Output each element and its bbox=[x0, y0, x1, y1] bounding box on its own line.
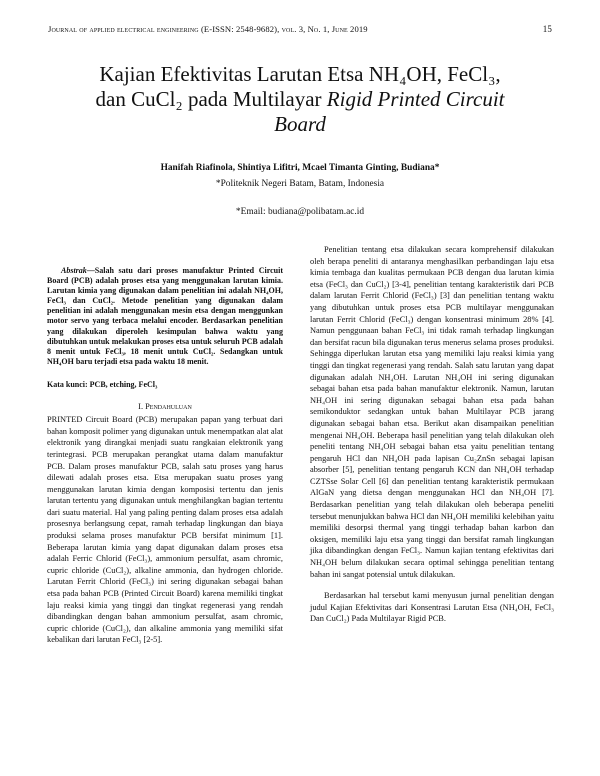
intro-paragraph-2: Penelitian tentang etsa dilakukan secara komprehensif dilakukan oleh berapa peneliti di antaranya menghasilkan perbandingan laju etsa kimia tembaga dan kualitas permukaan PCB dengan dua larutan kimia etsa (FeCl₃ dan CuCl₂) [3-4], penelitian tentang karakteristik dari PCB dalam larutan Ferrit Chlorid (FeCl₃) [3] dan penelitian tentang waktu yang dibutuhkan untuk proses etsa PCB multilayar menggunakan larutan Ferrit Chlorid (FeCl₃) dengan konsentrasi minimum 28% [4]. Namun penggunaan bahan FeCl₃ ini tidak ramah terhadap lingkungan dan bersifat racun bila digunakan terus menerus selama proses produksi. Sehingga diperlukan larutan etsa yang memiliki laju reaksi kimia yang tinggi dan tingkat regenerasi yang rendah. Salah satu larutan yang dapat digunakan adalah NH₄OH. Larutan NH₄OH ini sering digunakan sebagai bahan etsa pada bahan manufaktur elektronik. Namun, larutan NH₄OH ini sering digunakan sebagai bahan etsa pada bahan semikonduktor sedangkan untuk bahan Multilayar PCB jarang digunakan sebagai bahan etsa. Berikut akan disampaikan penelitian mengenai NH₄OH. Beberapa hasil penelitian yang telah dilakukan oleh peneliti tentang NH₄OH sebagai bahan etsa yaitu penelitian tentang pengaruh HCl dan NH₄OH pada lapisan Cu₂ZnSn sebagai lapisan absorber [5], penelitian tentang pengaruh KCN dan NH₄OH terhadap CZTSse Solar Cell [6] dan penelitian tentang karakteristik permukaan AlGaN yang dietsa dengan menggunakan HCl dan NH₄OH [7]. Berdasarkan penelitian yang telah dilakukan oleh beberapa peneliti tersebut menunjukkan bahwa HCl dan NH₄OH memiliki kelebihan yaitu memiliki desorpsi thermal yang tinggi terhadap bahan karbon dan oksigen, memiliki laju etsa yang tinggi dan bersifat ramah lingkungan jika dibandingkan dengan FeCl₃. Namun kajian tentang efektivitas dari NH₄OH belum dilakukan secara optimal sehingga penelitian tentang bahan ini sangat potensial untuk dilakukan. bbox=[310, 245, 554, 579]
title-line-1: Kajian Efektivitas Larutan Etsa NH₄OH, FeCl₃, bbox=[99, 62, 501, 86]
intro-paragraph-3: Berdasarkan hal tersebut kami menyusun jurnal penelitian dengan judul Kajian Efektivitas dari Konsentrasi Larutan Etsa (NH₄OH, FeCl₃ Dan CuCl₂) Pada Multilayar Rigid PCB. bbox=[310, 591, 554, 624]
title-line-3 bbox=[40, 112, 560, 137]
section-heading: I. Pendahuluan bbox=[138, 401, 192, 411]
abstract-text: —Salah satu dari proses manufaktur Printed Circuit Board (PCB) adalah proses etsa yang menggunakan larutan kimia. Larutan kimia yang digunakan dalam penelitian ini adalah NH₄OH, FeCl₃ dan CuCl₂. Metode penelitian yang digunakan dalam penelitian ini adalah menggunakan mesin etsa dengan menggunkan motor servo yang terbaca melalui encoder. Berdasarkan penelitian yang dilakukan diperoleh kesimpulan bahwa waktu yang dibutuhkan untuk melakukan proses etsa untuk seluruh PCB adalah 8 menit untuk FeCl₃, 18 menit untuk CuCl₂. Sedangkan untuk NH₄OH baru terjadi etsa pada waktu 18 menit. bbox=[47, 266, 283, 366]
title-line-2-prefix: dan CuCl₂ pada Multilayar bbox=[95, 87, 327, 111]
title-line-2 bbox=[40, 87, 560, 112]
author-list: Hanifah Riafinola, Shintiya Lifitri, Mcael Timanta Ginting, Budiana* bbox=[160, 163, 440, 173]
paper-title bbox=[40, 62, 560, 137]
title-line-3-italic: Board bbox=[274, 112, 326, 136]
abstract bbox=[47, 266, 283, 367]
running-header bbox=[48, 24, 552, 34]
contact-email: *Email: budiana@polibatam.ac.id bbox=[235, 207, 365, 217]
keywords: Kata kunci: PCB, etching, FeCl₃ bbox=[47, 379, 158, 389]
abstract-label: Abstrak bbox=[61, 266, 87, 275]
page-number: 15 bbox=[542, 24, 552, 34]
affiliation: *Politeknik Negeri Batam, Batam, Indonesia bbox=[215, 179, 385, 189]
right-column bbox=[310, 244, 554, 625]
title-line-2-italic: Rigid Printed Circuit bbox=[326, 87, 505, 111]
journal-name: Journal of applied electrical engineering (E-ISSN: 2548-9682), vol. 3, No. 1, June 2019 bbox=[48, 24, 368, 34]
intro-paragraph-1: PRINTED Circuit Board (PCB) merupakan papan yang terbuat dari bahan komposit polimer yang digunakan untuk menempatkan alat alat elektronik yang dirangkai menjadi suatu rangkaian elektronik yang terintegrasi. PCB merupakan perangkat utama dalam manufaktur PCB. Dalam proses manufaktur PCB, salah satu proses yang harus dilewati adalah proses etsa. Etsa merupakan suatu proses yang menggunakan larutan kimia dengan komposisi tertentu dan jenis larutan tertentu yang digunakan untuk menghilangkan bagian tertentu dari suatu material. Hal yang paling penting dalam proses etsa adalah prosesnya berlangsung cepat, ramah terhadap lingkungan dan biaya produksi selama proses manufaktur PCB bersifat minimum [1]. Beberapa larutan kimia yang dapat digunakan dalam proses etsa adalah Ferric Chlorid (FeCl₃), ammonium persulfat, asam chromic, cupric chloride (CuCl₂), alkaline ammonia, dan hydrogen chloride. Larutan Ferrit Chlorid (FeCl₃) ini sering digunakan sebagai bahan etsa pada bahan PCB (Printed Circuit Board) karena memiliki tingkat laju reaksi kimia yang tinggi dan tingkat regenerasi yang rendah dibandingkan dengan bahan ammonium persulfat, asam chromic, cupric chloride (CuCl₂), dan alkaline ammonia yang memiliki sifat kebalikan dari larutan FeCl₃ [2-5]. bbox=[47, 415, 283, 645]
left-column bbox=[47, 266, 283, 646]
